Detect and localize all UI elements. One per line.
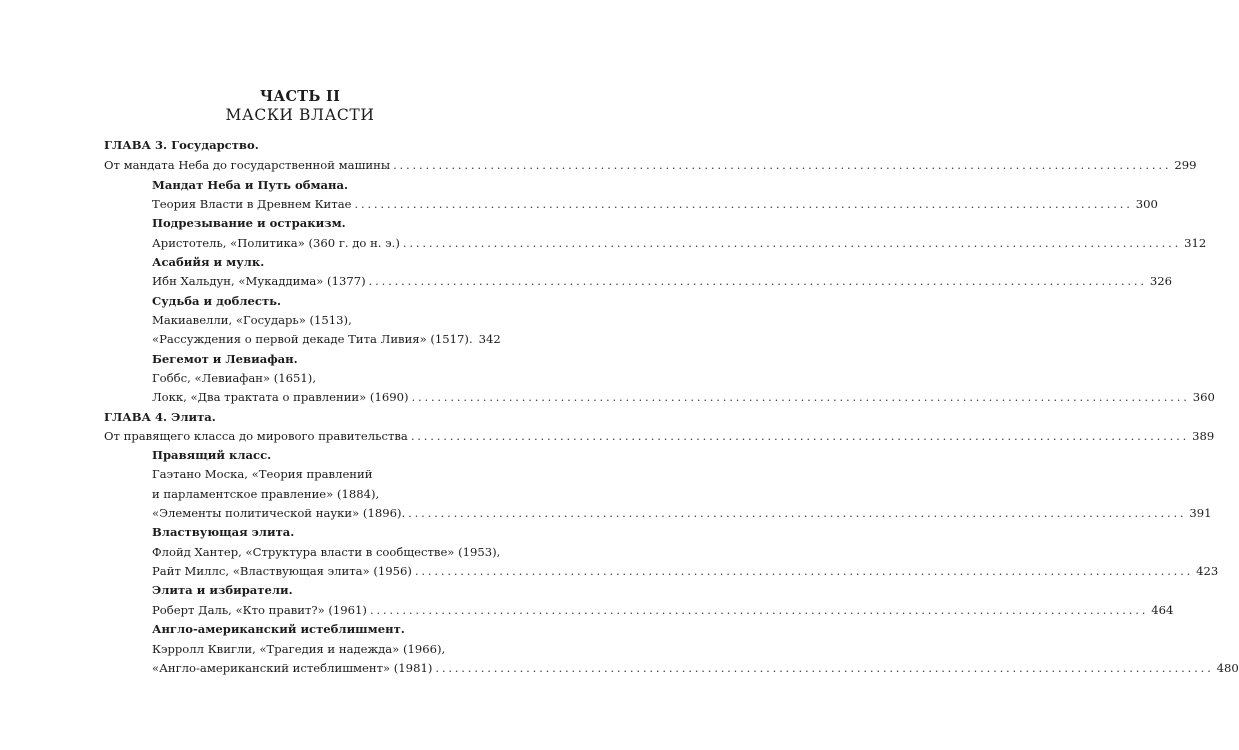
section-title: Правящий класс. bbox=[152, 448, 272, 462]
toc-entry[interactable] bbox=[152, 388, 1215, 406]
page-number: 464 bbox=[1151, 603, 1174, 617]
leader-dots: ........................................................................................................................ bbox=[410, 429, 1190, 443]
toc-entry[interactable] bbox=[152, 330, 501, 348]
part-subtitle: МАСКИ ВЛАСТИ bbox=[225, 106, 375, 124]
toc-entry-text: Аристотель, «Политика» (360 г. до н. э.) bbox=[152, 236, 400, 250]
chapter-3-heading: ГЛАВА 3. Государство. bbox=[104, 138, 259, 152]
toc-entry-line: Гаэтано Моска, «Теория правлений bbox=[152, 467, 373, 481]
leader-dots: ........................................................................................................................ bbox=[368, 274, 1147, 288]
toc-entry-text: Райт Миллс, «Властвующая элита» (1956) bbox=[152, 564, 412, 578]
page-number: 423 bbox=[1196, 564, 1219, 578]
leader-dots: ........................................................................................................................ bbox=[354, 197, 1133, 211]
page-number: 360 bbox=[1192, 390, 1215, 404]
toc-entry[interactable] bbox=[104, 427, 1215, 445]
section-title: Бегемот и Левиафан. bbox=[152, 352, 298, 366]
toc-entry-line: Кэрролл Квигли, «Трагедия и надежда» (1966), bbox=[152, 642, 446, 656]
section-title: Асабийя и мулк. bbox=[152, 255, 265, 269]
toc-entry-text: «Элементы политической науки» (1896). bbox=[152, 506, 406, 520]
page-number: 312 bbox=[1184, 236, 1207, 250]
leader-dots: ........................................................................................................................ bbox=[414, 564, 1194, 578]
toc-entry[interactable] bbox=[104, 156, 1197, 174]
toc-entry-text: От мандата Неба до государственной машины bbox=[104, 158, 391, 172]
section-title: Мандат Неба и Путь обмана. bbox=[152, 178, 349, 192]
page-number: 342 bbox=[478, 332, 501, 346]
part-title: ЧАСТЬ II bbox=[259, 88, 341, 105]
leader-dots: ........................................................................................................................ bbox=[435, 661, 1214, 675]
toc-entry-line: Гоббс, «Левиафан» (1651), bbox=[152, 371, 317, 385]
toc-entry-text: Теория Власти в Древнем Китае bbox=[152, 197, 352, 211]
leader-dots: ........................................................................................................................ bbox=[369, 603, 1149, 617]
section-title: Англо-американский истеблишмент. bbox=[152, 622, 405, 636]
toc-entry[interactable] bbox=[152, 659, 1239, 677]
section-title: Подрезывание и остракизм. bbox=[152, 216, 346, 230]
toc-entry[interactable] bbox=[152, 195, 1158, 213]
leader-dots: ........................................................................................................................ bbox=[402, 236, 1182, 250]
section-title: Элита и избиратели. bbox=[152, 583, 293, 597]
chapter-4-heading: ГЛАВА 4. Элита. bbox=[104, 410, 216, 424]
toc-entry-text: От правящего класса до мирового правительства bbox=[104, 429, 408, 443]
page-number: 389 bbox=[1192, 429, 1215, 443]
toc-entry[interactable] bbox=[152, 234, 1207, 252]
toc-entry[interactable] bbox=[152, 562, 1219, 580]
page-number: 300 bbox=[1135, 197, 1158, 211]
leader-dots: ........................................................................................................................ bbox=[408, 506, 1187, 520]
page-number: 391 bbox=[1189, 506, 1212, 520]
toc-entry[interactable] bbox=[152, 601, 1174, 619]
toc-entry-text: Локк, «Два трактата о правлении» (1690) bbox=[152, 390, 409, 404]
toc-entry[interactable] bbox=[152, 272, 1173, 290]
toc-entry-text: Ибн Хальдун, «Мукаддима» (1377) bbox=[152, 274, 366, 288]
toc-entry-line: Флойд Хантер, «Структура власти в сообществе» (1953), bbox=[152, 545, 501, 559]
section-title: Властвующая элита. bbox=[152, 525, 295, 539]
section-title: Судьба и доблесть. bbox=[152, 294, 282, 308]
toc-entry-text: Роберт Даль, «Кто правит?» (1961) bbox=[152, 603, 367, 617]
toc-entry-line: и парламентское правление» (1884), bbox=[152, 487, 380, 501]
toc-entry-text: «Англо-американский истеблишмент» (1981) bbox=[152, 661, 433, 675]
toc-entry-line: Макиавелли, «Государь» (1513), bbox=[152, 313, 352, 327]
page-number: 326 bbox=[1149, 274, 1173, 288]
leader-dots: ........................................................................................................................ bbox=[411, 390, 1190, 404]
page-number: 480 bbox=[1216, 661, 1239, 675]
page-number: 299 bbox=[1174, 158, 1197, 172]
leader-dots: ........................................................................................................................ bbox=[393, 158, 1172, 172]
toc-entry[interactable] bbox=[152, 504, 1212, 522]
toc-entry-text: «Рассуждения о первой декаде Тита Ливия» (1517). bbox=[152, 332, 473, 346]
